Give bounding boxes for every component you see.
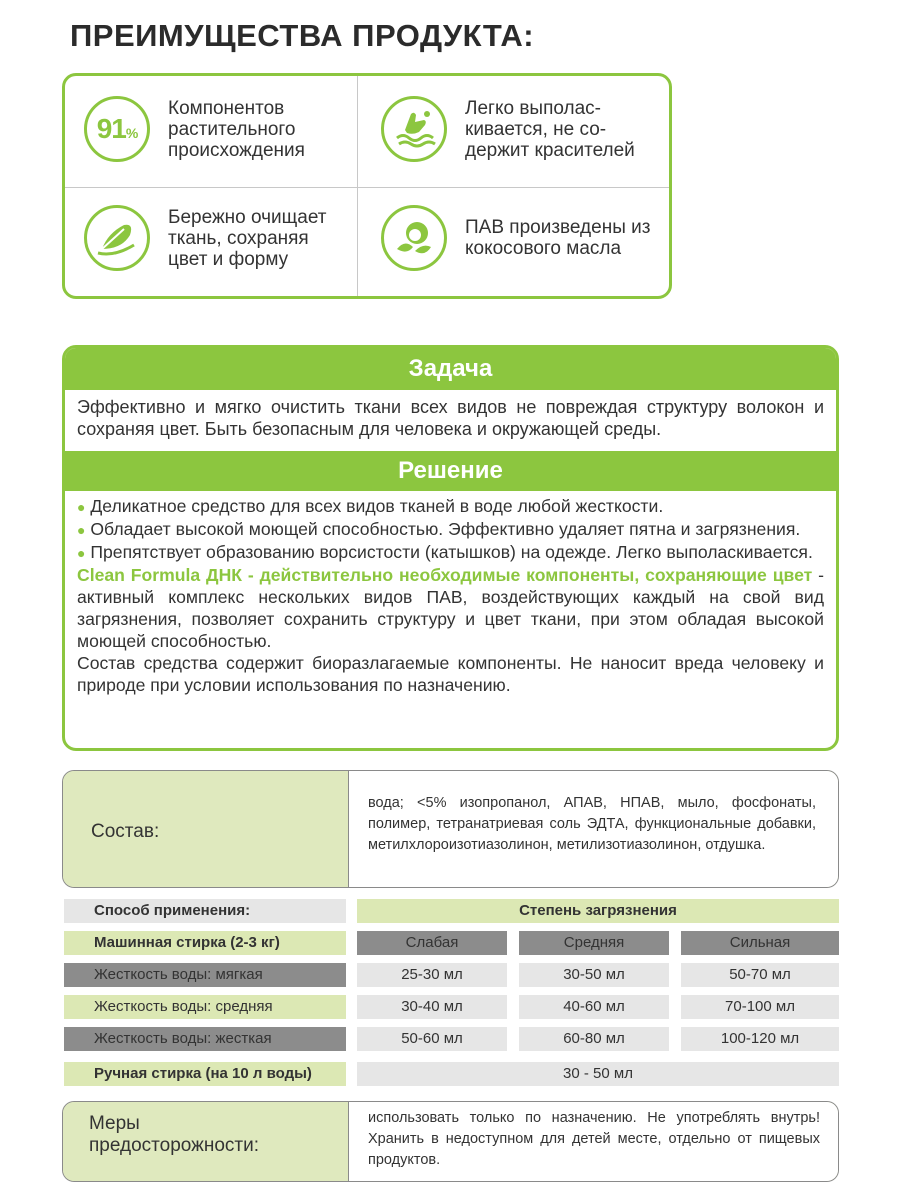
solution-bullet: Деликатное средство для всех видов тканей в воде любой жесткости. xyxy=(90,496,664,516)
bullet-icon: ● xyxy=(77,522,86,538)
rinse-hand-icon xyxy=(381,96,447,162)
advantage-coconut xyxy=(381,205,661,271)
bullet-icon: ● xyxy=(77,545,86,561)
divider xyxy=(357,76,358,296)
dose-cell: 30-50 мл xyxy=(519,963,669,987)
row-label-soft: Жесткость воды: мягкая xyxy=(64,963,346,987)
closing-text: Состав средства содержит биоразлагаемые компоненты. Не наносит вреда человеку и природе при условии использования по назначению. xyxy=(77,653,824,695)
dose-cell: 60-80 мл xyxy=(519,1027,669,1051)
bullet-icon: ● xyxy=(77,499,86,515)
advantage-plant-components xyxy=(84,96,349,162)
precautions-text: использовать только по назначению. Не употреблять внутрь! Хранить в недоступном для детей месте, отдельно от пищевых продуктов. xyxy=(368,1110,820,1168)
solution-bullet: Препятствует образованию ворсистости (катышков) на одежде. Легко выполаскивается. xyxy=(90,542,813,562)
advantage-text: ПАВ произведены из кокосового масла xyxy=(465,217,651,259)
composition-text: вода; <5% изопропанол, АПАВ, НПАВ, мыло, фосфонаты, полимер, тетранатриевая соль ЭДТА, функциональные добавки, метилхлороизотиазолинон, метилизотиазолинон, отдушка. xyxy=(368,795,816,853)
feather-fabric-icon xyxy=(84,205,150,271)
soil-header: Степень загрязнения xyxy=(357,899,839,923)
dose-cell: 50-70 мл xyxy=(681,963,839,987)
level-heavy: Сильная xyxy=(681,931,839,955)
composition-box xyxy=(62,770,839,888)
dose-cell: 40-60 мл xyxy=(519,995,669,1019)
advantage-text: Легко выполас-кивается, не со-держит красителей xyxy=(465,97,635,161)
solution-text xyxy=(65,491,836,696)
dose-cell: 70-100 мл xyxy=(681,995,839,1019)
level-medium: Средняя xyxy=(519,931,669,955)
machine-wash-label: Машинная стирка (2-3 кг) xyxy=(64,931,346,955)
dose-cell: 25-30 мл xyxy=(357,963,507,987)
task-solution-panel xyxy=(62,345,839,751)
dose-cell: 100-120 мл xyxy=(681,1027,839,1051)
task-text: Эффективно и мягко очистить ткани всех видов не повреждая структуру волокон и сохраняя цвет. Быть безопасным для человека и окружающей среды. xyxy=(77,397,824,439)
dose-cell: 50-60 мл xyxy=(357,1027,507,1051)
advantage-text: Бережно очищает ткань, сохраняя цвет и форму xyxy=(168,206,327,270)
row-label-medium: Жесткость воды: средняя xyxy=(64,995,346,1019)
advantage-text: Компонентов растительного происхождения xyxy=(168,97,305,161)
solution-bullet: Обладает высокой моющей способностью. Эффективно удаляет пятна и загрязнения. xyxy=(90,519,801,539)
divider xyxy=(65,187,669,188)
hand-wash-dose: 30 - 50 мл xyxy=(357,1062,839,1086)
advantage-easy-rinse xyxy=(381,96,661,162)
advantage-gentle-clean xyxy=(84,205,349,271)
dose-cell: 30-40 мл xyxy=(357,995,507,1019)
hand-wash-label: Ручная стирка (на 10 л воды) xyxy=(64,1062,346,1086)
row-label-hard: Жесткость воды: жесткая xyxy=(64,1027,346,1051)
composition-label: Состав: xyxy=(91,821,160,842)
precautions-label: Меры предосторожности: xyxy=(89,1113,259,1156)
highlight-description: - активный комплекс нескольких видов ПАВ, воздействующих каждый на свой вид загрязнения, позволяет сохранить структуру и цвет ткани, при этом обладая высокой моющей способностью. xyxy=(77,565,825,651)
percent-91-icon: 91% xyxy=(84,96,150,162)
page-title: ПРЕИМУЩЕСТВА ПРОДУКТА: xyxy=(70,18,535,53)
clean-formula-highlight: Clean Formula ДНК - действительно необходимые компоненты, сохраняющие цвет xyxy=(77,565,813,585)
level-light: Слабая xyxy=(357,931,507,955)
task-heading: Задача xyxy=(65,348,836,390)
precautions-box xyxy=(62,1101,839,1182)
method-header: Способ применения: xyxy=(64,899,346,923)
solution-heading: Решение xyxy=(65,451,836,491)
coconut-icon xyxy=(381,205,447,271)
